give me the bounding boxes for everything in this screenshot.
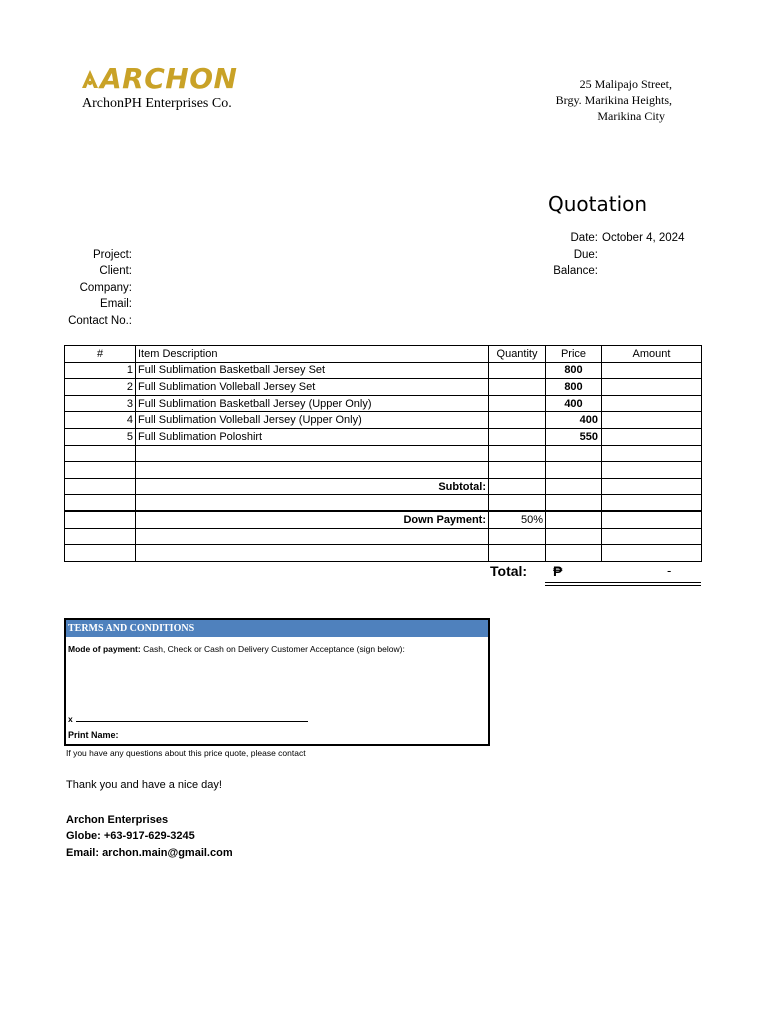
row-num: 2 <box>65 379 136 396</box>
balance-row <box>498 265 598 281</box>
archon-logo-icon <box>80 66 100 92</box>
row-num: 1 <box>65 362 136 379</box>
row-description: Full Sublimation Poloshirt <box>136 428 489 445</box>
down-payment-value <box>602 511 702 528</box>
table-row <box>65 379 702 396</box>
company-logo <box>80 62 260 96</box>
company-label: Company: <box>79 282 132 294</box>
row-price: 400 <box>546 412 602 429</box>
row-num: 5 <box>65 428 136 445</box>
address-line-3: Marikina City <box>597 109 665 123</box>
table-row <box>65 528 702 545</box>
table-row <box>65 362 702 379</box>
date-value: October 4, 2024 <box>602 232 685 244</box>
row-amount <box>602 362 702 379</box>
items-table <box>64 345 702 562</box>
header-price: Price <box>546 346 602 363</box>
logo-wordmark: ARCHON <box>100 62 238 95</box>
row-amount <box>602 412 702 429</box>
row-amount <box>602 379 702 396</box>
row-description: Full Sublimation Basketball Jersey (Upper Only) <box>136 395 489 412</box>
subtotal-label: Subtotal: <box>136 478 489 495</box>
row-quantity <box>489 362 546 379</box>
row-price: 550 <box>546 428 602 445</box>
payment-text: Cash, Check or Cash on Delivery Customer Acceptance (sign below): <box>140 644 405 654</box>
table-row <box>65 462 702 479</box>
document-title: Quotation <box>548 192 648 216</box>
table-row <box>65 545 702 562</box>
total-value: - <box>667 563 672 578</box>
balance-label: Balance: <box>553 265 598 277</box>
header-quantity: Quantity <box>489 346 546 363</box>
contact-phone: Globe: +63-917-629-3245 <box>66 830 195 843</box>
down-payment-percent: 50% <box>489 511 546 528</box>
currency-symbol: ₱ <box>553 563 563 579</box>
due-label: Due: <box>573 249 598 261</box>
row-description: Full Sublimation Volleball Jersey (Upper Only) <box>136 412 489 429</box>
header-num: # <box>65 346 136 363</box>
header-description: Item Description <box>136 346 489 363</box>
signature-prefix: x <box>68 714 73 724</box>
subtotal-value <box>602 478 702 495</box>
down-payment-label: Down Payment: <box>136 511 489 528</box>
client-label: Client: <box>99 265 132 277</box>
print-name-label: Print Name: <box>68 730 119 740</box>
total-label: Total: <box>490 563 528 579</box>
signature-field[interactable] <box>76 714 308 722</box>
down-payment-row <box>65 511 702 528</box>
row-description: Full Sublimation Volleball Jersey Set <box>136 379 489 396</box>
table-row <box>65 428 702 445</box>
payment-terms <box>68 644 405 654</box>
contact-block <box>66 812 233 861</box>
row-price: 800 <box>546 379 602 396</box>
row-price: 800 <box>546 362 602 379</box>
email-label: Email: <box>100 298 132 310</box>
payment-label: Mode of payment: <box>68 644 141 654</box>
row-amount <box>602 428 702 445</box>
thanks-message: Thank you and have a nice day! <box>66 779 222 791</box>
row-quantity <box>489 428 546 445</box>
table-header-row <box>65 346 702 363</box>
project-label: Project: <box>93 249 132 261</box>
terms-box <box>64 618 490 746</box>
subtotal-row <box>65 478 702 495</box>
table-row <box>65 445 702 462</box>
date-row <box>498 232 685 248</box>
contact-label: Contact No.: <box>68 315 132 327</box>
row-quantity <box>489 412 546 429</box>
row-amount <box>602 395 702 412</box>
terms-heading: TERMS AND CONDITIONS <box>66 620 488 637</box>
contact-email: Email: archon.main@gmail.com <box>66 846 233 859</box>
header-amount: Amount <box>602 346 702 363</box>
company-name: ArchonPH Enterprises Co. <box>82 96 232 111</box>
table-row <box>65 412 702 429</box>
row-num: 4 <box>65 412 136 429</box>
row-quantity <box>489 395 546 412</box>
address-line-1: 25 Malipajo Street, <box>579 77 672 91</box>
signature-line <box>68 714 308 724</box>
row-description: Full Sublimation Basketball Jersey Set <box>136 362 489 379</box>
total-underline <box>545 582 701 583</box>
table-row <box>65 495 702 512</box>
row-quantity <box>489 379 546 396</box>
due-row <box>498 249 598 265</box>
date-label: Date: <box>570 232 598 244</box>
total-double-underline <box>545 585 701 586</box>
questions-note: If you have any questions about this price quote, please contact <box>66 748 306 758</box>
contact-name: Archon Enterprises <box>66 814 169 826</box>
row-num: 3 <box>65 395 136 412</box>
address-line-2: Brgy. Marikina Heights, <box>555 93 672 107</box>
row-price: 400 <box>546 395 602 412</box>
table-row <box>65 395 702 412</box>
company-address <box>556 76 672 124</box>
